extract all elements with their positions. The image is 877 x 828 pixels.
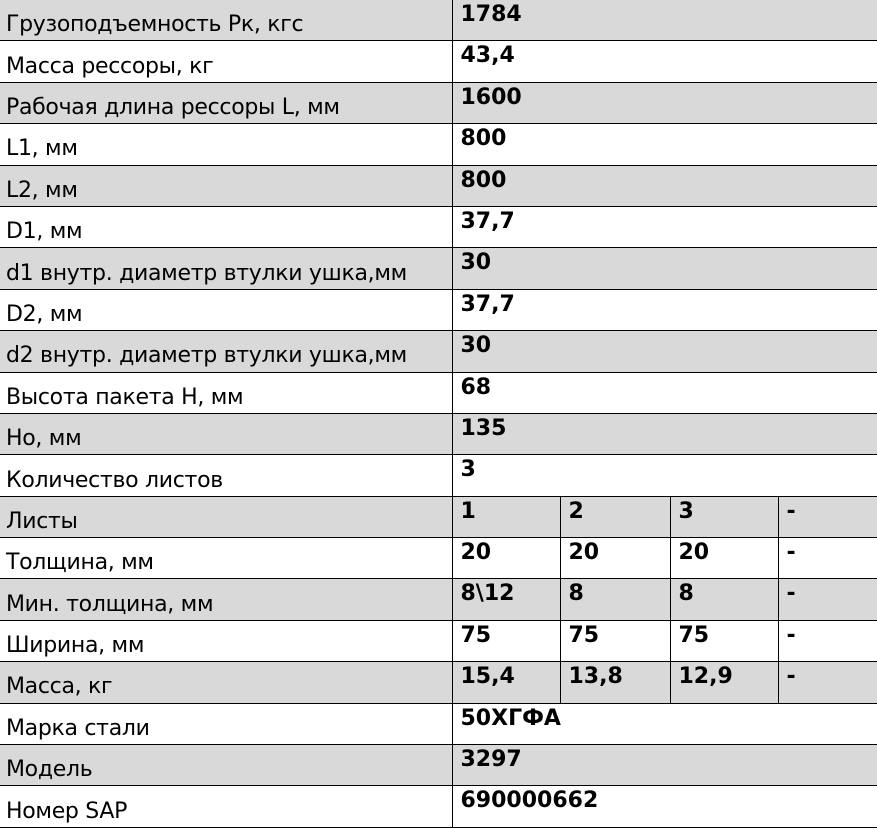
table-row [0, 331, 877, 372]
row-label: Марка стали [0, 703, 452, 744]
table-row [0, 455, 877, 496]
row-value: 50ХГФА [452, 703, 877, 744]
row-value: 135 [452, 413, 877, 454]
row-value: 1784 [452, 0, 877, 41]
table-row-leaves [0, 620, 877, 661]
leaf-4-value: - [778, 496, 877, 537]
row-label: Модель [0, 745, 452, 786]
row-label: Грузоподъемность Pк, кгс [0, 0, 452, 41]
leaf-3-value: 75 [670, 620, 778, 661]
leaf-2-value: 13,8 [560, 662, 670, 703]
row-label: L2, мм [0, 165, 452, 206]
leaf-2-value: 20 [560, 538, 670, 579]
row-value: 690000662 [452, 786, 877, 827]
table-row [0, 248, 877, 289]
table-row [0, 82, 877, 123]
leaf-1-value: 15,4 [452, 662, 560, 703]
row-label: Ho, мм [0, 413, 452, 454]
leaf-4-value: - [778, 579, 877, 620]
table-row [0, 745, 877, 786]
table-row [0, 124, 877, 165]
leaf-4-value: - [778, 662, 877, 703]
row-label: Масса рессоры, кг [0, 41, 452, 82]
leaf-2-value: 8 [560, 579, 670, 620]
row-label: L1, мм [0, 124, 452, 165]
row-value: 3297 [452, 745, 877, 786]
table-row [0, 786, 877, 827]
leaf-2-value: 75 [560, 620, 670, 661]
leaf-3-value: 12,9 [670, 662, 778, 703]
row-value: 30 [452, 248, 877, 289]
table-row [0, 413, 877, 454]
row-label: d1 внутр. диаметр втулки ушка,мм [0, 248, 452, 289]
table-row [0, 206, 877, 247]
row-value: 68 [452, 372, 877, 413]
row-label: Ширина, мм [0, 620, 452, 661]
row-value: 800 [452, 165, 877, 206]
row-label: D2, мм [0, 289, 452, 330]
leaf-3-value: 3 [670, 496, 778, 537]
leaf-4-value: - [778, 620, 877, 661]
leaf-3-value: 20 [670, 538, 778, 579]
table-row-leaves [0, 579, 877, 620]
table-row [0, 703, 877, 744]
leaf-1-value: 1 [452, 496, 560, 537]
row-value: 800 [452, 124, 877, 165]
row-label: d2 внутр. диаметр втулки ушка,мм [0, 331, 452, 372]
row-label: D1, мм [0, 206, 452, 247]
row-value: 37,7 [452, 206, 877, 247]
row-value: 3 [452, 455, 877, 496]
table-row-leaves [0, 538, 877, 579]
leaf-1-value: 20 [452, 538, 560, 579]
row-value: 30 [452, 331, 877, 372]
row-value: 1600 [452, 82, 877, 123]
table-row-leaves [0, 496, 877, 537]
leaf-3-value: 8 [670, 579, 778, 620]
row-label: Рабочая длина рессоры L, мм [0, 82, 452, 123]
row-label: Мин. толщина, мм [0, 579, 452, 620]
table-row [0, 41, 877, 82]
table-row [0, 289, 877, 330]
leaf-2-value: 2 [560, 496, 670, 537]
row-label: Номер SAP [0, 786, 452, 827]
row-label: Количество листов [0, 455, 452, 496]
row-value: 43,4 [452, 41, 877, 82]
row-label: Листы [0, 496, 452, 537]
leaf-4-value: - [778, 538, 877, 579]
table-row [0, 372, 877, 413]
table-row [0, 0, 877, 41]
row-value: 37,7 [452, 289, 877, 330]
table-row [0, 165, 877, 206]
leaf-1-value: 8\12 [452, 579, 560, 620]
leaf-1-value: 75 [452, 620, 560, 661]
row-label: Толщина, мм [0, 538, 452, 579]
table-row-leaves [0, 662, 877, 703]
row-label: Высота пакета H, мм [0, 372, 452, 413]
row-label: Масса, кг [0, 662, 452, 703]
